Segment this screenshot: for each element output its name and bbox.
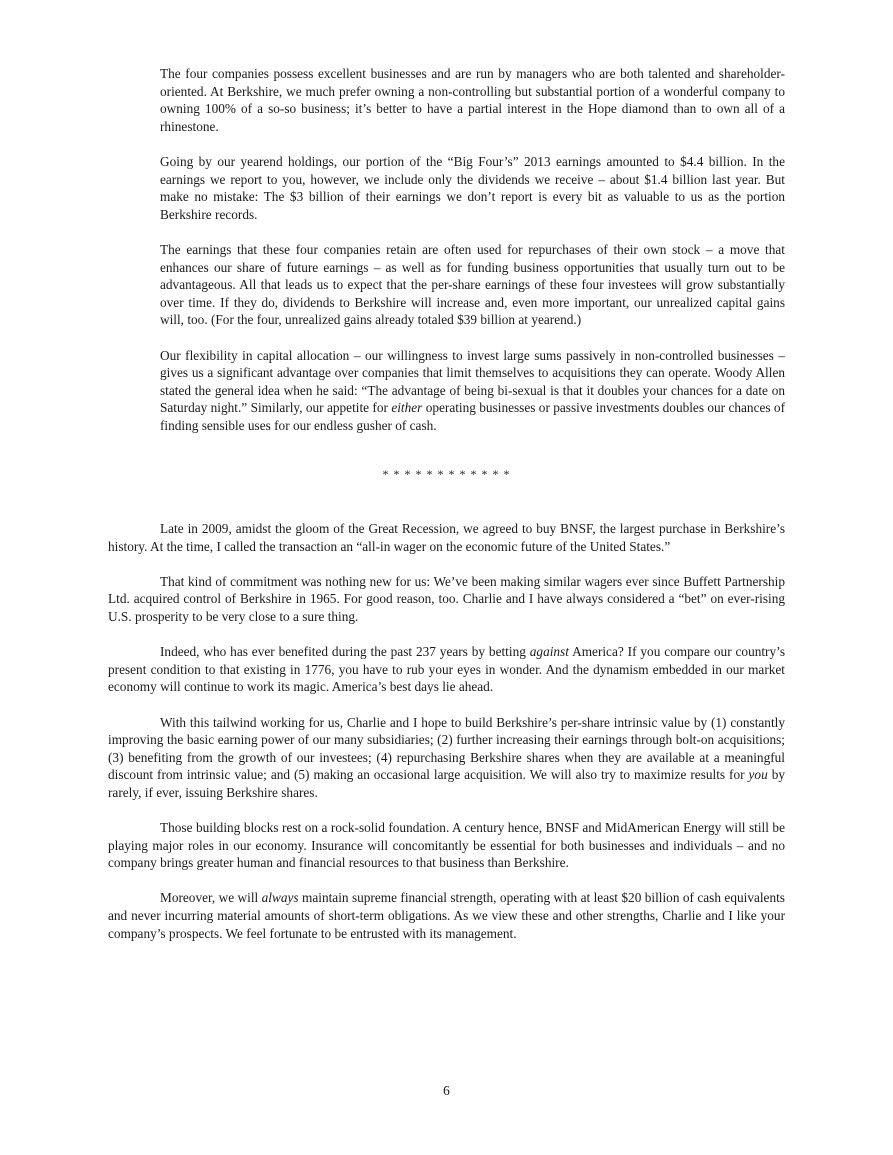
- paragraph-capital-allocation: [160, 347, 785, 435]
- emphasis-text: you: [748, 767, 768, 783]
- full-width-paragraphs: [108, 520, 785, 960]
- emphasis-text: always: [261, 890, 299, 906]
- paragraph-text: America? If you compare our country’s present condition to that existing in 1776, you have to rub your eyes in wonder. And the dynamism embedded in our market economy will continue to work its magic. America’s best days lie ahead.: [108, 644, 786, 695]
- paragraph-text: Our flexibility in capital allocation – our willingness to invest large sums passively in non-controlled businesses – gives us a significant advantage over companies that limit themselves to acquisitions they can operate. Woody Allen stated the general idea when he said: “The advantage of being bi-sexual is that it doubles your chances for a date on Saturday night.” Similarly, our appetite for: [160, 347, 785, 416]
- paragraph-text: The four companies possess excellent businesses and are run by managers who are both talented and shareholder-oriented. At Berkshire, we much prefer owning a non-controlling but substantial portion of a wonderful company to owning 100% of a so-so business; it’s better to have a partial interest in the Hope diamond than to own all of a rhinestone.: [160, 66, 785, 134]
- paragraph-retained-earnings: [160, 241, 785, 329]
- paragraph-text: Those building blocks rest on a rock-solid foundation. A century hence, BNSF and MidAmerican Energy will still be playing major roles in our economy. Insurance will concomitantly be essential for both businesses and individuals – and no company brings greater human and financial resources to that business than Berkshire.: [108, 820, 785, 871]
- emphasis-text: either: [391, 400, 423, 416]
- paragraph-text: Late in 2009, amidst the gloom of the Great Recession, we agreed to buy BNSF, the largest purchase in Berkshire’s history. At the time, I called the transaction an “all-in wager on the economic future of the United States.”: [108, 521, 785, 554]
- paragraph-text: maintain supreme financial strength, operating with at least $20 billion of cash equivalents and never incurring material amounts of short-term obligations. As we view these and other strengths, Charlie and I like your company’s prospects. We feel fortunate to be entrusted with its management.: [108, 890, 785, 941]
- paragraph-intrinsic-value: [108, 714, 785, 802]
- paragraph-text: That kind of commitment was nothing new for us: We’ve been making similar wagers ever since Buffett Partnership Ltd. acquired control of Berkshire in 1965. For good reason, too. Charlie and I have always considered a “bet” on ever-rising U.S. prosperity to be very close to a sure thing.: [108, 573, 785, 624]
- paragraph-big-four-earnings: [160, 153, 785, 223]
- paragraph-text: operating businesses or passive investments doubles our chances of finding sensible uses for our endless gusher of cash.: [160, 400, 785, 433]
- emphasis-text: against: [529, 644, 569, 660]
- paragraph-bnsf-purchase: [108, 520, 785, 555]
- paragraph-commitment: [108, 573, 785, 626]
- paragraph-text: Indeed, who has ever benefited during the past 237 years by betting: [160, 644, 530, 660]
- paragraph-building-blocks: [108, 819, 785, 872]
- paragraph-text: Going by our yearend holdings, our portion of the “Big Four’s” 2013 earnings amounted to $4.4 billion. In the earnings we report to you, however, we include only the dividends we receive – about $1.4 billion last year. But make no mistake: The $3 billion of their earnings we don’t report is every bit as valuable to us as the portion Berkshire records.: [160, 153, 785, 222]
- paragraph-text: With this tailwind working for us, Charlie and I hope to build Berkshire’s per-share intrinsic value by (1) constantly improving the basic earning power of our many subsidiaries; (2) further increasing their earnings through bolt-on acquisitions; (3) benefiting from the growth of our investees; (4) repurchasing Berkshire shares when they are available at a meaningful discount from intrinsic value; and (5) making an occasional large acquisition. We will also try to maximize results for: [108, 714, 785, 783]
- paragraph-betting-against-america: [108, 643, 785, 696]
- paragraph-text: by rarely, if ever, issuing Berkshire shares.: [108, 767, 785, 800]
- indented-paragraphs: [160, 65, 785, 452]
- paragraph-text: Moreover, we will: [160, 890, 262, 906]
- page-number: 6: [443, 1083, 450, 1098]
- paragraph-financial-strength: [108, 889, 785, 942]
- paragraph-big-four-businesses: [160, 65, 785, 135]
- section-separator: * * * * * * * * * * * *: [382, 467, 511, 481]
- paragraph-text: The earnings that these four companies retain are often used for repurchases of their own stock – a move that enhances our share of future earnings – as well as for funding business opportunities that usually turn out to be advantageous. All that leads us to expect that the per-share earnings of these four investees will grow substantially over time. If they do, dividends to Berkshire will increase and, even more important, our unrealized capital gains will, too. (For the four, unrealized gains already totaled $39 billion at yearend.): [160, 241, 785, 328]
